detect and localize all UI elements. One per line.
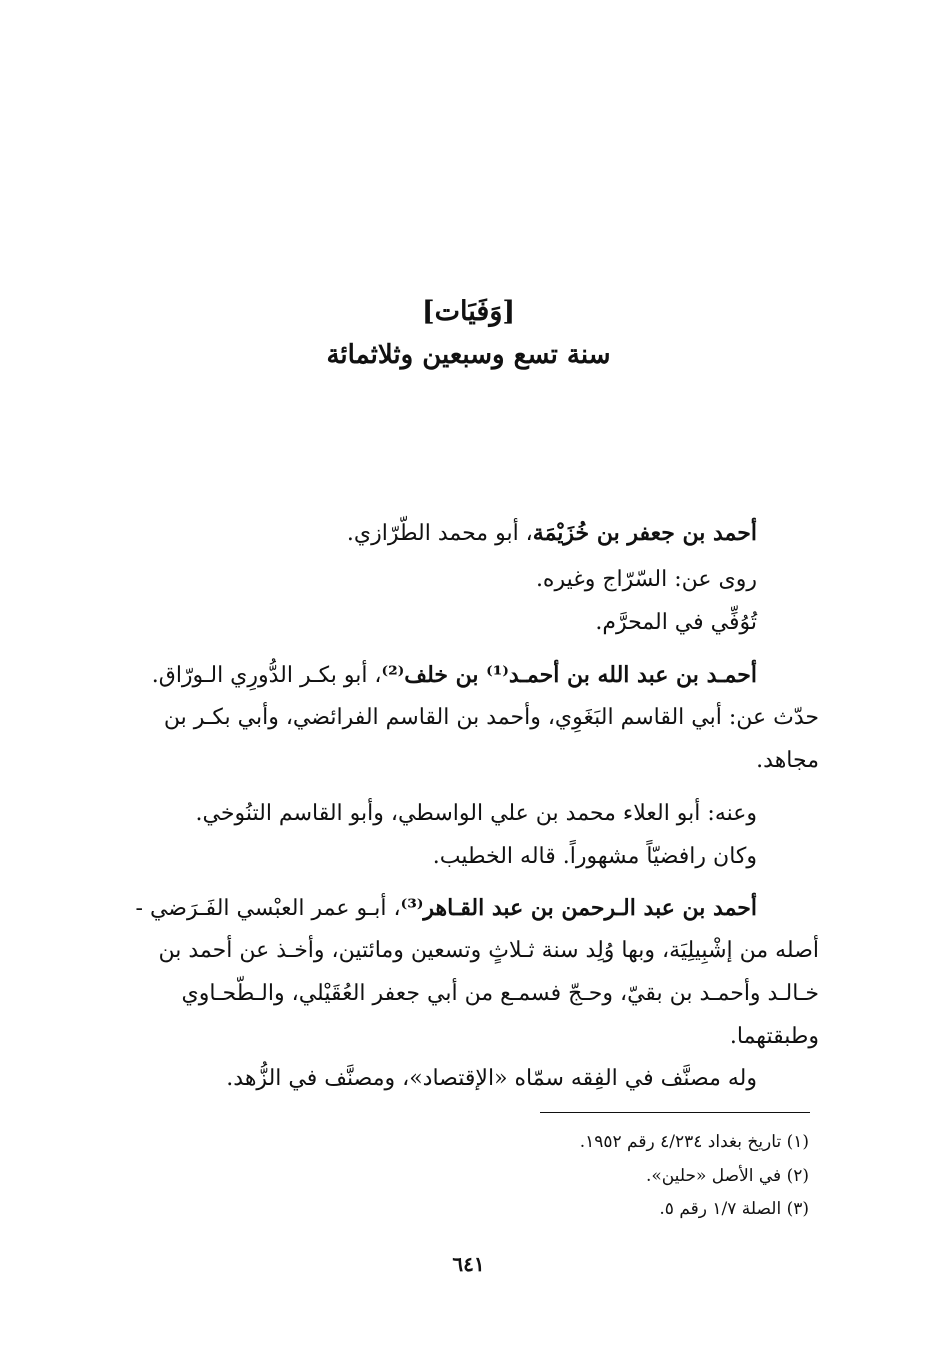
year-heading: سنة تسع وسبعين وثلاثمائة — [326, 340, 611, 370]
entry-2-line-1: أحمـد بن عبد الله بن أحمـد⁽¹⁾ بن خلف⁽²⁾، أبو بكـر الدُّورِي الـورّاق. — [151, 662, 757, 688]
page-number: ٦٤١ — [452, 1252, 485, 1276]
entry-name: أحمد بن جعفر بن خُزَيْمَة — [532, 520, 757, 546]
entry-1-line-3: تُوُفِّي في المحرَّم. — [595, 610, 757, 635]
entry-3-line-4: وطبقتهما. — [729, 1024, 819, 1049]
entry-3-line-3: خـالـد وأحمـد بن بقيّ، وحـجّ فسمـع من أبي جعفر العُقَيْلي، والـطّحـاوي — [181, 981, 819, 1006]
entry-1-line-2: روى عن: السّرّاج وغيره. — [535, 567, 757, 592]
entry-3-line-5: وله مصنَّف في الفِقه سمّاه «الإقتصاد»، ومصنَّف في الزُّهد. — [226, 1066, 757, 1091]
section-heading: [وَفَيَات] — [421, 296, 516, 327]
entry-2-line-2: حدّث عن: أبي القاسم البَغَوِي، وأحمد بن القاسم الفرائضي، وأبي بكـر بن — [163, 705, 819, 730]
footnote-2: (٢) في الأصل «حلين». — [645, 1166, 809, 1186]
entry-3-line-1: أحمد بن عبد الـرحمن بن عبد القـاهر⁽³⁾، أبـو عمر العبْسي الفَـرَضي - — [135, 895, 757, 921]
entry-name: أحمـد بن عبد الله بن أحمـد⁽¹⁾ بن خلف⁽²⁾ — [381, 662, 757, 688]
entry-3-line-2: أصله من إشْبِيلِيَة، وبها وُلِد سنة ثـلاثٍ وتسعين ومائتين، وأخـذ عن أحمد بن — [158, 938, 819, 963]
entry-1-line-1: أحمد بن جعفر بن خُزَيْمَة، أبو محمد الطّرّازي. — [346, 520, 757, 546]
footnote-separator — [540, 1112, 810, 1113]
entry-2-line-5: وكان رافضيّاً مشهوراً. قاله الخطيب. — [432, 844, 757, 869]
footnote-3: (٣) الصلة ١/٧ رقم ٥. — [659, 1199, 809, 1219]
entry-name: أحمد بن عبد الـرحمن بن عبد القـاهر⁽³⁾ — [400, 895, 757, 921]
footnote-1: (١) تاريخ بغداد ٤/٢٣٤ رقم ١٩٥٢. — [579, 1132, 809, 1152]
entry-2-line-3: مجاهد. — [756, 748, 819, 773]
entry-2-line-4: وعنه: أبو العلاء محمد بن علي الواسطي، وأبو القاسم التنُوخي. — [195, 801, 757, 826]
